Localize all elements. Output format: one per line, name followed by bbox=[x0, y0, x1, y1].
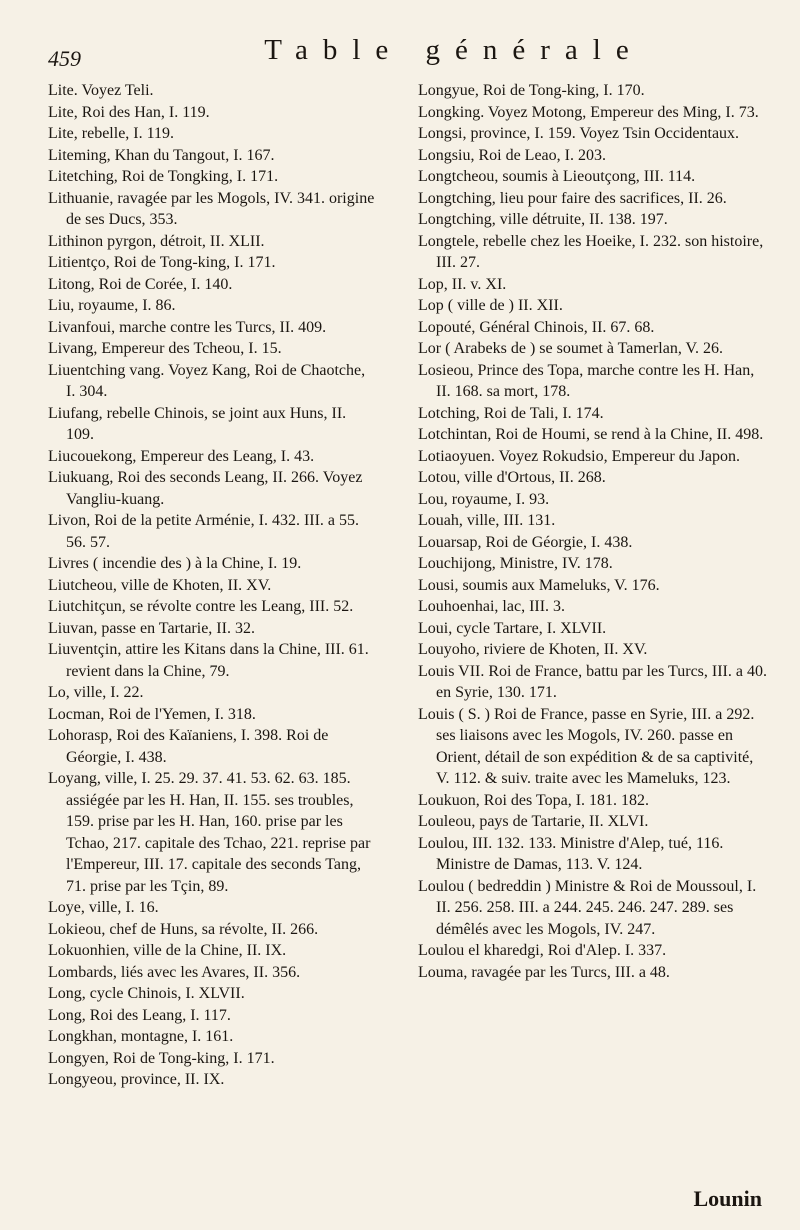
index-entry: Liutchitçun, se révolte contre les Leang, III. 52. bbox=[48, 598, 354, 615]
index-entry: Litetching, Roi de Tongking, I. 171. bbox=[48, 168, 279, 185]
index-entry: Lotchintan, Roi de Houmi, se rend à la Chine, II. 498. bbox=[418, 426, 764, 443]
index-entry: Longkhan, montagne, I. 161. bbox=[48, 1028, 234, 1045]
index-entry: Lotiaoyuen. Voyez Rokudsio, Empereur du Japon. bbox=[418, 447, 741, 465]
index-entry: Lotou, ville d'Ortous, II. 268. bbox=[418, 469, 606, 486]
index-entry: Loyang, ville, I. 25. 29. 37. 41. 53. 62. 63. 185. assiégée par les H. Han, II. 155. ses troubles, 159. prise par les H. Han, 160. prise par les Tchao, 217. capitale des Tchao, 221. reprise par l'Empereur, III. 17. capitale des seconds Tang, 71. prise par les Tçin, 89. bbox=[48, 770, 371, 895]
index-entry: Liuvan, passe en Tartarie, II. 32. bbox=[48, 619, 255, 637]
index-entry: Longtching, lieu pour faire des sacrifices, II. 26. bbox=[418, 189, 727, 207]
index-entry: Liteming, Khan du Tangout, I. 167. bbox=[48, 146, 275, 164]
index-entry: Longsiu, Roi de Leao, I. 203. bbox=[418, 146, 606, 164]
index-entry: Louyoho, riviere de Khoten, II. XV. bbox=[418, 641, 648, 658]
index-entry: Lite. Voyez Teli. bbox=[48, 82, 154, 99]
index-entry: Liukuang, Roi des seconds Leang, II. 266. Voyez Vangliu-kuang. bbox=[48, 469, 363, 508]
index-entry: Louarsap, Roi de Géorgie, I. 438. bbox=[418, 533, 633, 551]
index-entry: Lite, rebelle, I. 119. bbox=[48, 125, 175, 142]
index-entry: Lotching, Roi de Tali, I. 174. bbox=[418, 404, 604, 422]
index-entry: Loulou ( bedreddin ) Ministre & Roi de Moussoul, I. II. 256. 258. III. a 244. 245. 246. 247. 289. ses démêlés avec les Mogols, IV. 247. bbox=[418, 877, 757, 938]
index-entry: Louis VII. Roi de France, battu par les Turcs, III. a 40. en Syrie, 130. 171. bbox=[418, 662, 767, 701]
index-entry: Louma, ravagée par les Turcs, III. a 48. bbox=[418, 963, 670, 981]
index-entry: Loulou el kharedgi, Roi d'Alep. I. 337. bbox=[418, 942, 667, 959]
index-entry: Long, Roi des Leang, I. 117. bbox=[48, 1006, 231, 1024]
index-entry: Lithuanie, ravagée par les Mogols, IV. 341. origine de ses Ducs, 353. bbox=[48, 189, 375, 228]
index-entry: Litientço, Roi de Tong-king, I. 171. bbox=[48, 254, 276, 271]
index-entry: Liuventçin, attire les Kitans dans la Chine, III. 61. revient dans la Chine, 79. bbox=[48, 641, 369, 680]
index-entry: Louleou, pays de Tartarie, II. XLVI. bbox=[418, 813, 649, 830]
index-entry: Lopouté, Général Chinois, II. 67. 68. bbox=[418, 318, 655, 336]
index-entry: Louhoenhai, lac, III. 3. bbox=[418, 598, 566, 615]
index-entry: Locman, Roi de l'Yemen, I. 318. bbox=[48, 705, 256, 723]
index-entry: Lombards, liés avec les Avares, II. 356. bbox=[48, 963, 301, 981]
index-entry: Lousi, soumis aux Mameluks, V. 176. bbox=[418, 576, 660, 594]
index-entry: Livang, Empereur des Tcheou, I. 15. bbox=[48, 340, 282, 357]
index-entry: Loukuon, Roi des Topa, I. 181. 182. bbox=[418, 791, 650, 809]
index-entry: Louah, ville, III. 131. bbox=[418, 512, 556, 529]
page-header bbox=[48, 32, 760, 72]
right-column bbox=[418, 80, 768, 983]
index-entry: Livanfoui, marche contre les Turcs, II. 409. bbox=[48, 318, 327, 336]
running-title: Table générale bbox=[264, 34, 644, 66]
index-entry: Long, cycle Chinois, I. XLVII. bbox=[48, 985, 245, 1002]
index-entry: Livres ( incendie des ) à la Chine, I. 19. bbox=[48, 555, 302, 572]
index-entry: Liucouekong, Empereur des Leang, I. 43. bbox=[48, 447, 315, 465]
index-entry: Losieou, Prince des Topa, marche contre les H. Han, II. 168. sa mort, 178. bbox=[418, 361, 755, 400]
index-entry: Louis ( S. ) Roi de France, passe en Syrie, III. a 292. ses liaisons avec les Mogols, IV. 260. passe en Orient, détail de son expédition & de sa captivité, V. 112. & suiv. traite avec les Mameluks, 123. bbox=[418, 705, 755, 787]
index-entry: Louchijong, Ministre, IV. 178. bbox=[418, 555, 613, 572]
index-entry: Lou, royaume, I. 93. bbox=[418, 490, 550, 508]
index-entry: Lohorasp, Roi des Kaïaniens, I. 398. Roi de Géorgie, I. 438. bbox=[48, 727, 329, 766]
index-entry: Lokieou, chef de Huns, sa révolte, II. 266. bbox=[48, 920, 319, 938]
index-entry: Livon, Roi de la petite Arménie, I. 432. III. a 55. 56. 57. bbox=[48, 512, 360, 551]
index-entry: Liuentching vang. Voyez Kang, Roi de Chaotche, I. 304. bbox=[48, 361, 366, 400]
index-entry: Liufang, rebelle Chinois, se joint aux Huns, II. 109. bbox=[48, 404, 347, 443]
index-entry: Lokuonhien, ville de la Chine, II. IX. bbox=[48, 942, 287, 959]
page-number: 459 bbox=[48, 46, 81, 71]
index-entry: Lo, ville, I. 22. bbox=[48, 684, 144, 701]
catchword: Lounin bbox=[693, 1186, 762, 1211]
index-entry: Lop ( ville de ) II. XII. bbox=[418, 297, 563, 314]
index-entry: Loui, cycle Tartare, I. XLVII. bbox=[418, 619, 607, 637]
index-entry: Lop, II. v. XI. bbox=[418, 275, 507, 293]
index-entry: Lite, Roi des Han, I. 119. bbox=[48, 103, 210, 121]
left-column bbox=[48, 80, 378, 1091]
index-entry: Longtcheou, soumis à Lieoutçong, III. 114. bbox=[418, 168, 696, 185]
index-entry: Longyen, Roi de Tong-king, I. 171. bbox=[48, 1049, 275, 1067]
index-entry: Litong, Roi de Corée, I. 140. bbox=[48, 275, 233, 293]
index-entry: Liu, royaume, I. 86. bbox=[48, 297, 176, 314]
index-entry: Longyeou, province, II. IX. bbox=[48, 1071, 225, 1088]
index-entry: Loye, ville, I. 16. bbox=[48, 899, 159, 916]
index-entry: Longking. Voyez Motong, Empereur des Ming, I. 73. bbox=[418, 103, 759, 121]
index-entry: Liutcheou, ville de Khoten, II. XV. bbox=[48, 576, 272, 594]
index-entry: Lor ( Arabeks de ) se soumet à Tamerlan, V. 26. bbox=[418, 340, 724, 357]
index-entry: Longtching, ville détruite, II. 138. 197. bbox=[418, 211, 668, 228]
index-entry: Lithinon pyrgon, détroit, II. XLII. bbox=[48, 232, 265, 250]
index-entry: Longtele, rebelle chez les Hoeike, I. 232. son histoire, III. 27. bbox=[418, 232, 764, 271]
index-entry: Longsi, province, I. 159. Voyez Tsin Occidentaux. bbox=[418, 125, 740, 142]
index-entry: Longyue, Roi de Tong-king, I. 170. bbox=[418, 82, 645, 99]
index-entry: Loulou, III. 132. 133. Ministre d'Alep, tué, 116. Ministre de Damas, 113. V. 124. bbox=[418, 834, 724, 873]
